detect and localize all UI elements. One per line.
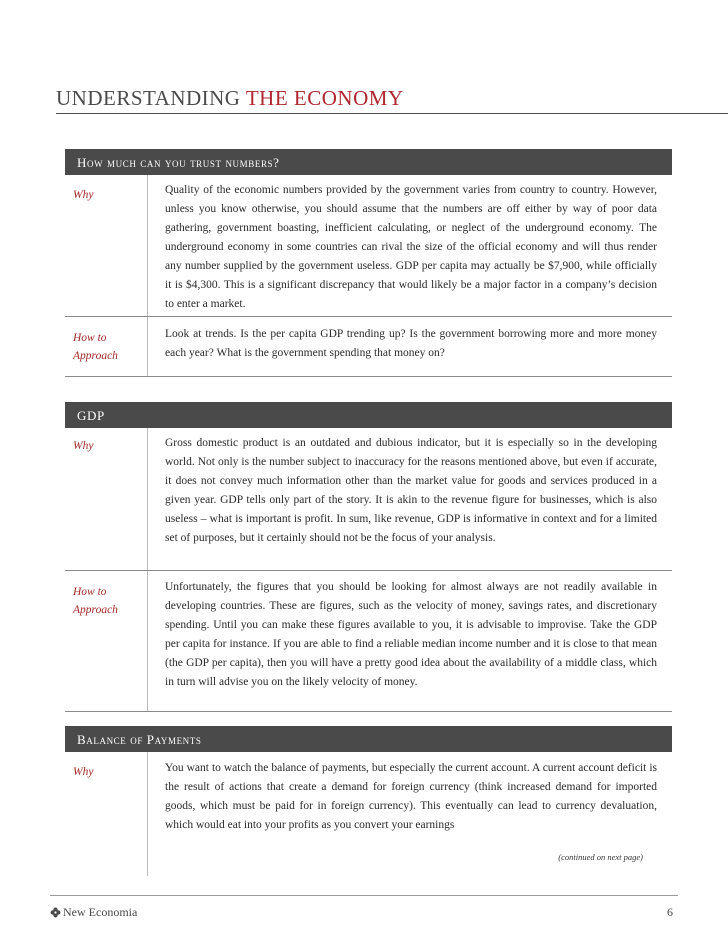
page-number: 6 [667,905,673,919]
why-label: Why [73,766,94,778]
row-divider [147,571,148,712]
section-header: How much can you trust numbers? [65,149,672,175]
title-rule [56,113,728,114]
section-header: GDP [65,402,672,428]
row-rule [65,711,672,712]
row-divider [147,428,148,571]
row-divider [147,317,148,377]
title-part-2: THE ECONOMY [245,86,404,110]
why-row [65,428,672,571]
why-text: Quality of the economic numbers provided by the government varies from country to country. However, unless you know otherwise, you should assume that the numbers are off either by way of poor data gathering, government boasting, inefficient calculating, or neglect of the underground economy. The underground economy in some countries can rival the size of the official economy and will thus render any number supplied by the government useless. GDP per capita may actually be $7,900, while officially it is $4,300. This is a significant discrepancy that would likely be a major factor in a company’s decision to enter a market. [165,184,657,310]
title-part-1: UNDERSTANDING [56,86,241,110]
section-header: Balance of Payments [65,726,672,752]
row-divider [147,752,148,876]
how-label: How to Approach [73,586,118,616]
row-divider [147,175,148,317]
how-row [65,571,672,712]
why-row [65,175,672,317]
how-label: How to Approach [73,332,118,362]
footer-brand [50,905,137,920]
how-text: Unfortunately, the figures that you should be looking for almost always are not readily available in developing countries. These are figures, such as the velocity of money, savings rates, and discretionary spending. Until you can make these figures available to you, it is advisable to improvise. Take the GDP per capita for instance. If you are able to find a reliable median income number and it is close to that mean (the GDP per capita), then you will have a pretty good idea about the availability of a middle class, which in turn will advise you on the likely velocity of money. [165,581,657,688]
why-text: You want to watch the balance of payments, but especially the current account. A current account deficit is the result of actions that create a demand for foreign currency (think increased demand for imported goods, which must be paid for in foreign currency). This eventually can lead to currency devaluation, which would eat into your profits as you convert your earnings [165,762,657,831]
why-label: Why [73,189,94,201]
how-text: Look at trends. Is the per capita GDP trending up? Is the government borrowing more and more money each year? What is the government spending that money on? [165,328,657,359]
footer-rule [50,895,678,896]
why-text: Gross domestic product is an outdated and dubious indicator, but it is especially so in the developing world. Not only is the number subject to inaccuracy for the reasons mentioned above, but even if accurate, it does not convey much information other than the market value for goods and services produced in a given year. GDP tells only part of the story. It is akin to the revenue figure for businesses, which is also useless – what is important is profit. In sum, like revenue, GDP is informative in context and for a limited set of purposes, but it certainly should not be the focus of your analysis. [165,437,657,544]
section-trust-numbers [65,149,672,379]
row-rule [65,376,672,377]
clover-icon [50,907,61,918]
why-label: Why [73,440,94,452]
continued-note: (continued on next page) [558,852,643,862]
page-title [56,86,404,111]
section-gdp [65,402,672,712]
how-row [65,317,672,377]
brand-name: New Economia [63,905,138,919]
